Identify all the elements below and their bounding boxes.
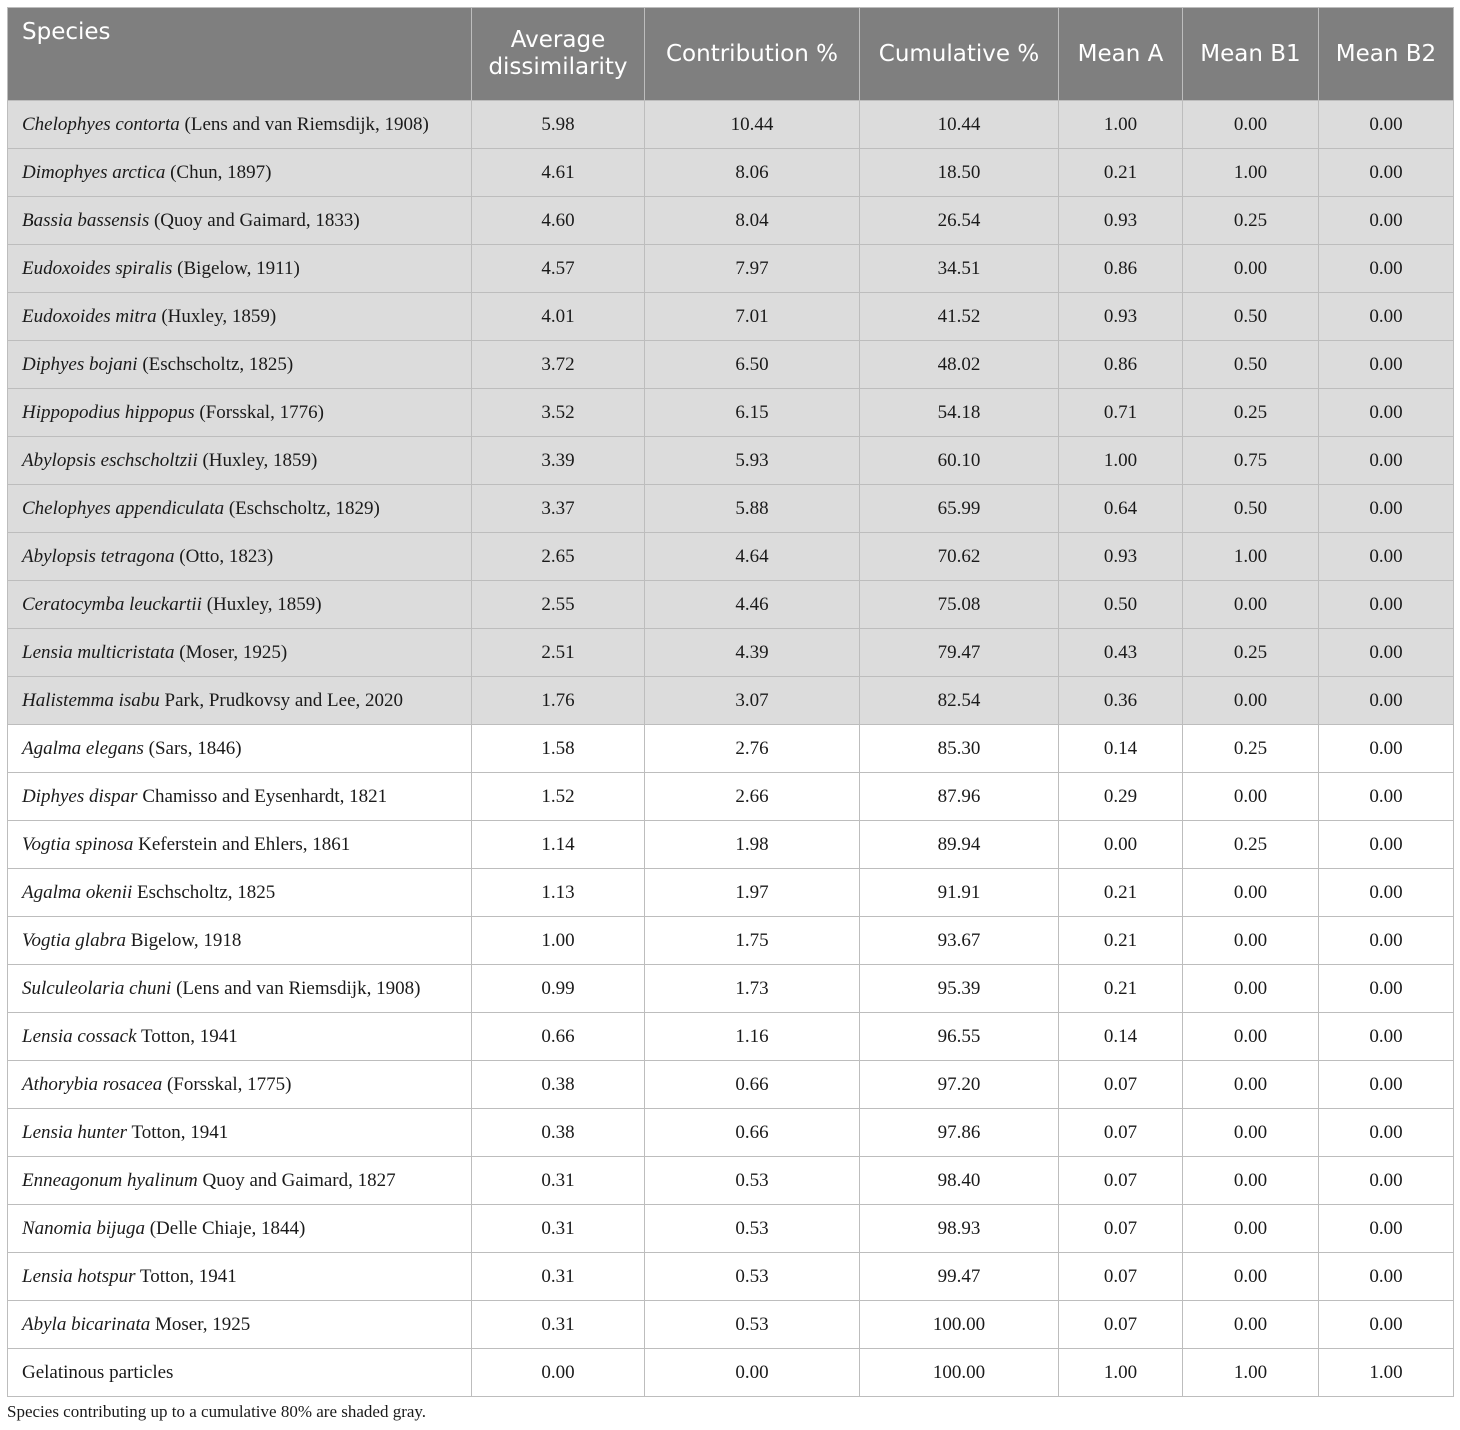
mean-b2-cell: 0.00 [1319,1013,1454,1061]
species-name: Abylopsis tetragona [22,545,175,567]
table-row [8,197,1454,245]
species-name: Enneagonum hyalinum [22,1169,198,1191]
species-name: Dimophyes arctica [22,161,166,183]
table-row [8,1301,1454,1349]
mean-a-cell: 0.64 [1059,485,1183,533]
cumulative-cell: 95.39 [860,965,1059,1013]
avg-dissimilarity-cell: 3.37 [472,485,645,533]
contribution-cell: 0.66 [645,1109,860,1157]
species-cell [8,917,472,965]
mean-b2-cell: 0.00 [1319,437,1454,485]
mean-b2-cell: 0.00 [1319,1253,1454,1301]
species-authority: Eschscholtz, 1825 [137,881,276,903]
mean-b2-cell: 0.00 [1319,245,1454,293]
table-row [8,1253,1454,1301]
avg-dissimilarity-cell: 3.39 [472,437,645,485]
table-row [8,965,1454,1013]
contribution-cell: 1.73 [645,965,860,1013]
species-authority: (Sars, 1846) [148,737,242,759]
species-cell [8,773,472,821]
table-row [8,629,1454,677]
header-cumulative: Cumulative % [860,8,1059,101]
table-row [8,1061,1454,1109]
cumulative-cell: 91.91 [860,869,1059,917]
species-cell [8,293,472,341]
mean-b2-cell: 0.00 [1319,677,1454,725]
mean-a-cell: 0.93 [1059,197,1183,245]
mean-a-cell: 0.21 [1059,965,1183,1013]
species-cell [8,533,472,581]
contribution-cell: 6.15 [645,389,860,437]
avg-dissimilarity-cell: 0.66 [472,1013,645,1061]
mean-b1-cell: 0.00 [1183,1109,1319,1157]
mean-a-cell: 0.50 [1059,581,1183,629]
species-authority: Totton, 1941 [139,1265,237,1287]
species-cell [8,1157,472,1205]
species-authority: Chamisso and Eysenhardt, 1821 [142,785,388,807]
avg-dissimilarity-cell: 0.31 [472,1157,645,1205]
mean-b1-cell: 0.50 [1183,341,1319,389]
mean-b2-cell: 0.00 [1319,1157,1454,1205]
mean-a-cell: 0.43 [1059,629,1183,677]
species-cell [8,821,472,869]
cumulative-cell: 75.08 [860,581,1059,629]
cumulative-cell: 18.50 [860,149,1059,197]
mean-a-cell: 0.07 [1059,1157,1183,1205]
cumulative-cell: 99.47 [860,1253,1059,1301]
mean-a-cell: 0.86 [1059,341,1183,389]
species-cell [8,1301,472,1349]
species-authority: (Huxley, 1859) [202,449,318,471]
avg-dissimilarity-cell: 1.14 [472,821,645,869]
mean-b2-cell: 0.00 [1319,101,1454,149]
table-row [8,1157,1454,1205]
species-name: Abyla bicarinata [22,1313,151,1335]
cumulative-cell: 97.86 [860,1109,1059,1157]
mean-b1-cell: 0.00 [1183,917,1319,965]
cumulative-cell: 82.54 [860,677,1059,725]
mean-a-cell: 0.07 [1059,1253,1183,1301]
mean-b2-cell: 0.00 [1319,725,1454,773]
mean-b1-cell: 0.00 [1183,773,1319,821]
mean-b2-cell: 0.00 [1319,1205,1454,1253]
contribution-cell: 0.53 [645,1301,860,1349]
mean-b1-cell: 0.00 [1183,1013,1319,1061]
mean-b2-cell: 0.00 [1319,1301,1454,1349]
avg-dissimilarity-cell: 0.00 [472,1349,645,1397]
species-name: Halistemma isabu [22,689,160,711]
species-name: Hippopodius hippopus [22,401,195,423]
mean-a-cell: 0.07 [1059,1061,1183,1109]
species-name: Sulculeolaria chuni [22,977,172,999]
table-footnote: Species contributing up to a cumulative 80% are shaded gray. [7,1402,427,1421]
mean-a-cell: 0.86 [1059,245,1183,293]
species-authority: (Forsskal, 1776) [199,401,324,423]
species-authority: Totton, 1941 [140,1025,238,1047]
mean-b1-cell: 0.00 [1183,581,1319,629]
species-cell [8,1109,472,1157]
avg-dissimilarity-cell: 4.01 [472,293,645,341]
mean-b1-cell: 0.25 [1183,629,1319,677]
cumulative-cell: 26.54 [860,197,1059,245]
species-name: Agalma okenii [22,881,133,903]
cumulative-cell: 93.67 [860,917,1059,965]
species-authority: (Eschscholtz, 1825) [142,353,294,375]
header-contribution: Contribution % [645,8,860,101]
table-row [8,581,1454,629]
contribution-cell: 8.04 [645,197,860,245]
mean-b1-cell: 0.00 [1183,1253,1319,1301]
table-row [8,1205,1454,1253]
contribution-cell: 1.16 [645,1013,860,1061]
species-name: Lensia cossack [22,1025,137,1047]
species-name: Vogtia spinosa [22,833,134,855]
contribution-cell: 0.53 [645,1205,860,1253]
mean-a-cell: 1.00 [1059,437,1183,485]
avg-dissimilarity-cell: 0.31 [472,1253,645,1301]
mean-b2-cell: 0.00 [1319,197,1454,245]
cumulative-cell: 87.96 [860,773,1059,821]
table-row [8,1349,1454,1397]
avg-dissimilarity-cell: 1.13 [472,869,645,917]
species-authority: (Quoy and Gaimard, 1833) [153,209,360,231]
species-cell [8,1061,472,1109]
avg-dissimilarity-cell: 3.72 [472,341,645,389]
mean-b1-cell: 1.00 [1183,1349,1319,1397]
contribution-cell: 2.76 [645,725,860,773]
header-mean-a: Mean A [1059,8,1183,101]
mean-a-cell: 0.71 [1059,389,1183,437]
avg-dissimilarity-cell: 1.00 [472,917,645,965]
header-row [8,8,1454,101]
cumulative-cell: 34.51 [860,245,1059,293]
cumulative-cell: 60.10 [860,437,1059,485]
avg-dissimilarity-cell: 0.31 [472,1301,645,1349]
species-authority: Gelatinous particles [22,1361,174,1383]
contribution-cell: 4.64 [645,533,860,581]
avg-dissimilarity-cell: 0.38 [472,1061,645,1109]
species-cell [8,341,472,389]
mean-b2-cell: 0.00 [1319,341,1454,389]
mean-a-cell: 0.21 [1059,869,1183,917]
table-row [8,821,1454,869]
species-cell [8,629,472,677]
species-cell [8,437,472,485]
mean-b1-cell: 0.00 [1183,869,1319,917]
cumulative-cell: 48.02 [860,341,1059,389]
species-cell [8,389,472,437]
species-cell [8,1205,472,1253]
species-authority: (Chun, 1897) [170,161,272,183]
species-authority: (Moser, 1925) [179,641,288,663]
species-authority: Quoy and Gaimard, 1827 [202,1169,396,1191]
mean-b2-cell: 1.00 [1319,1349,1454,1397]
contribution-cell: 6.50 [645,341,860,389]
mean-b1-cell: 0.25 [1183,725,1319,773]
mean-b1-cell: 0.00 [1183,1061,1319,1109]
species-name: Lensia hotspur [22,1265,136,1287]
species-cell [8,245,472,293]
contribution-cell: 7.97 [645,245,860,293]
mean-a-cell: 0.14 [1059,1013,1183,1061]
mean-b1-cell: 0.00 [1183,965,1319,1013]
header-species: Species [8,8,472,101]
avg-dissimilarity-cell: 1.52 [472,773,645,821]
mean-b2-cell: 0.00 [1319,917,1454,965]
mean-b1-cell: 0.50 [1183,293,1319,341]
avg-dissimilarity-cell: 4.61 [472,149,645,197]
header-mean-b1: Mean B1 [1183,8,1319,101]
avg-dissimilarity-cell: 5.98 [472,101,645,149]
species-authority: (Delle Chiaje, 1844) [149,1217,306,1239]
species-authority: (Bigelow, 1911) [177,257,300,279]
mean-a-cell: 0.93 [1059,293,1183,341]
mean-b2-cell: 0.00 [1319,869,1454,917]
table-row [8,869,1454,917]
mean-b1-cell: 0.00 [1183,1301,1319,1349]
mean-b1-cell: 0.00 [1183,1157,1319,1205]
cumulative-cell: 98.93 [860,1205,1059,1253]
contribution-cell: 0.66 [645,1061,860,1109]
mean-b1-cell: 0.25 [1183,389,1319,437]
species-name: Diphyes dispar [22,785,138,807]
mean-b2-cell: 0.00 [1319,485,1454,533]
table-row [8,773,1454,821]
mean-b2-cell: 0.00 [1319,293,1454,341]
species-authority: Moser, 1925 [154,1313,251,1335]
table-row [8,725,1454,773]
mean-a-cell: 0.14 [1059,725,1183,773]
cumulative-cell: 70.62 [860,533,1059,581]
species-authority: Bigelow, 1918 [130,929,242,951]
species-name: Chelophyes contorta [22,113,180,135]
mean-b1-cell: 0.00 [1183,101,1319,149]
contribution-cell: 10.44 [645,101,860,149]
avg-dissimilarity-cell: 4.60 [472,197,645,245]
mean-a-cell: 0.21 [1059,917,1183,965]
simper-table-container [7,7,1453,1397]
contribution-cell: 4.46 [645,581,860,629]
species-name: Lensia multicristata [22,641,175,663]
mean-b2-cell: 0.00 [1319,965,1454,1013]
table-row [8,677,1454,725]
mean-a-cell: 0.93 [1059,533,1183,581]
species-cell [8,1013,472,1061]
header-mean-b2: Mean B2 [1319,8,1454,101]
avg-dissimilarity-cell: 0.31 [472,1205,645,1253]
contribution-cell: 5.88 [645,485,860,533]
species-name: Eudoxoides spiralis [22,257,173,279]
cumulative-cell: 100.00 [860,1301,1059,1349]
species-authority: Keferstein and Ehlers, 1861 [138,833,351,855]
mean-b2-cell: 0.00 [1319,581,1454,629]
species-cell [8,149,472,197]
species-name: Nanomia bijuga [22,1217,145,1239]
mean-b2-cell: 0.00 [1319,1061,1454,1109]
mean-b2-cell: 0.00 [1319,773,1454,821]
species-cell [8,1253,472,1301]
avg-dissimilarity-cell: 1.58 [472,725,645,773]
species-cell [8,677,472,725]
avg-dissimilarity-cell: 0.38 [472,1109,645,1157]
species-authority: (Huxley, 1859) [206,593,322,615]
species-authority: (Otto, 1823) [179,545,274,567]
avg-dissimilarity-cell: 2.55 [472,581,645,629]
table-row [8,149,1454,197]
contribution-cell: 0.00 [645,1349,860,1397]
species-name: Chelophyes appendiculata [22,497,225,519]
contribution-cell: 2.66 [645,773,860,821]
species-cell [8,197,472,245]
mean-b2-cell: 0.00 [1319,821,1454,869]
mean-b1-cell: 0.25 [1183,821,1319,869]
table-row [8,533,1454,581]
species-name: Ceratocymba leuckartii [22,593,202,615]
contribution-cell: 0.53 [645,1157,860,1205]
avg-dissimilarity-cell: 2.65 [472,533,645,581]
species-cell [8,869,472,917]
avg-dissimilarity-cell: 4.57 [472,245,645,293]
species-authority: (Huxley, 1859) [161,305,277,327]
contribution-cell: 1.97 [645,869,860,917]
mean-b2-cell: 0.00 [1319,149,1454,197]
avg-dissimilarity-cell: 1.76 [472,677,645,725]
cumulative-cell: 79.47 [860,629,1059,677]
species-cell [8,101,472,149]
species-cell [8,485,472,533]
table-body [8,101,1454,1397]
species-authority: (Lens and van Riemsdijk, 1908) [184,113,429,135]
header-average-dissimilarity: Average dissimilarity [472,8,645,101]
contribution-cell: 5.93 [645,437,860,485]
species-name: Athorybia rosacea [22,1073,163,1095]
mean-b2-cell: 0.00 [1319,389,1454,437]
cumulative-cell: 89.94 [860,821,1059,869]
mean-a-cell: 0.29 [1059,773,1183,821]
mean-b2-cell: 0.00 [1319,629,1454,677]
cumulative-cell: 98.40 [860,1157,1059,1205]
avg-dissimilarity-cell: 3.52 [472,389,645,437]
mean-a-cell: 0.00 [1059,821,1183,869]
mean-b2-cell: 0.00 [1319,533,1454,581]
contribution-cell: 3.07 [645,677,860,725]
species-authority: (Lens and van Riemsdijk, 1908) [176,977,421,999]
mean-b1-cell: 0.75 [1183,437,1319,485]
mean-a-cell: 1.00 [1059,101,1183,149]
mean-a-cell: 0.07 [1059,1109,1183,1157]
table-row [8,437,1454,485]
species-name: Lensia hunter [22,1121,128,1143]
mean-a-cell: 0.36 [1059,677,1183,725]
cumulative-cell: 65.99 [860,485,1059,533]
table-row [8,101,1454,149]
contribution-cell: 1.75 [645,917,860,965]
species-name: Vogtia glabra [22,929,126,951]
species-authority: (Forsskal, 1775) [166,1073,292,1095]
species-cell [8,581,472,629]
mean-b1-cell: 0.00 [1183,677,1319,725]
species-authority: Totton, 1941 [131,1121,229,1143]
mean-a-cell: 1.00 [1059,1349,1183,1397]
mean-b1-cell: 1.00 [1183,533,1319,581]
species-authority: (Eschscholtz, 1829) [228,497,380,519]
table-row [8,245,1454,293]
mean-a-cell: 0.21 [1059,149,1183,197]
mean-b2-cell: 0.00 [1319,1109,1454,1157]
table-row [8,485,1454,533]
mean-b1-cell: 0.00 [1183,1205,1319,1253]
contribution-cell: 1.98 [645,821,860,869]
table-row [8,389,1454,437]
mean-a-cell: 0.07 [1059,1205,1183,1253]
contribution-cell: 8.06 [645,149,860,197]
table-row [8,341,1454,389]
contribution-cell: 4.39 [645,629,860,677]
cumulative-cell: 96.55 [860,1013,1059,1061]
mean-b1-cell: 0.25 [1183,197,1319,245]
table-row [8,293,1454,341]
species-cell [8,1349,472,1397]
species-authority: Park, Prudkovsy and Lee, 2020 [164,689,404,711]
cumulative-cell: 54.18 [860,389,1059,437]
contribution-cell: 0.53 [645,1253,860,1301]
cumulative-cell: 41.52 [860,293,1059,341]
cumulative-cell: 100.00 [860,1349,1059,1397]
species-name: Eudoxoides mitra [22,305,157,327]
cumulative-cell: 85.30 [860,725,1059,773]
cumulative-cell: 97.20 [860,1061,1059,1109]
species-name: Diphyes bojani [22,353,138,375]
mean-b1-cell: 0.50 [1183,485,1319,533]
table-row [8,917,1454,965]
simper-table [7,7,1454,1397]
mean-a-cell: 0.07 [1059,1301,1183,1349]
cumulative-cell: 10.44 [860,101,1059,149]
contribution-cell: 7.01 [645,293,860,341]
species-name: Bassia bassensis [22,209,150,231]
mean-b1-cell: 1.00 [1183,149,1319,197]
table-row [8,1109,1454,1157]
species-name: Agalma elegans [22,737,144,759]
table-row [8,1013,1454,1061]
avg-dissimilarity-cell: 0.99 [472,965,645,1013]
species-cell [8,725,472,773]
avg-dissimilarity-cell: 2.51 [472,629,645,677]
mean-b1-cell: 0.00 [1183,245,1319,293]
species-cell [8,965,472,1013]
species-name: Abylopsis eschscholtzii [22,449,198,471]
